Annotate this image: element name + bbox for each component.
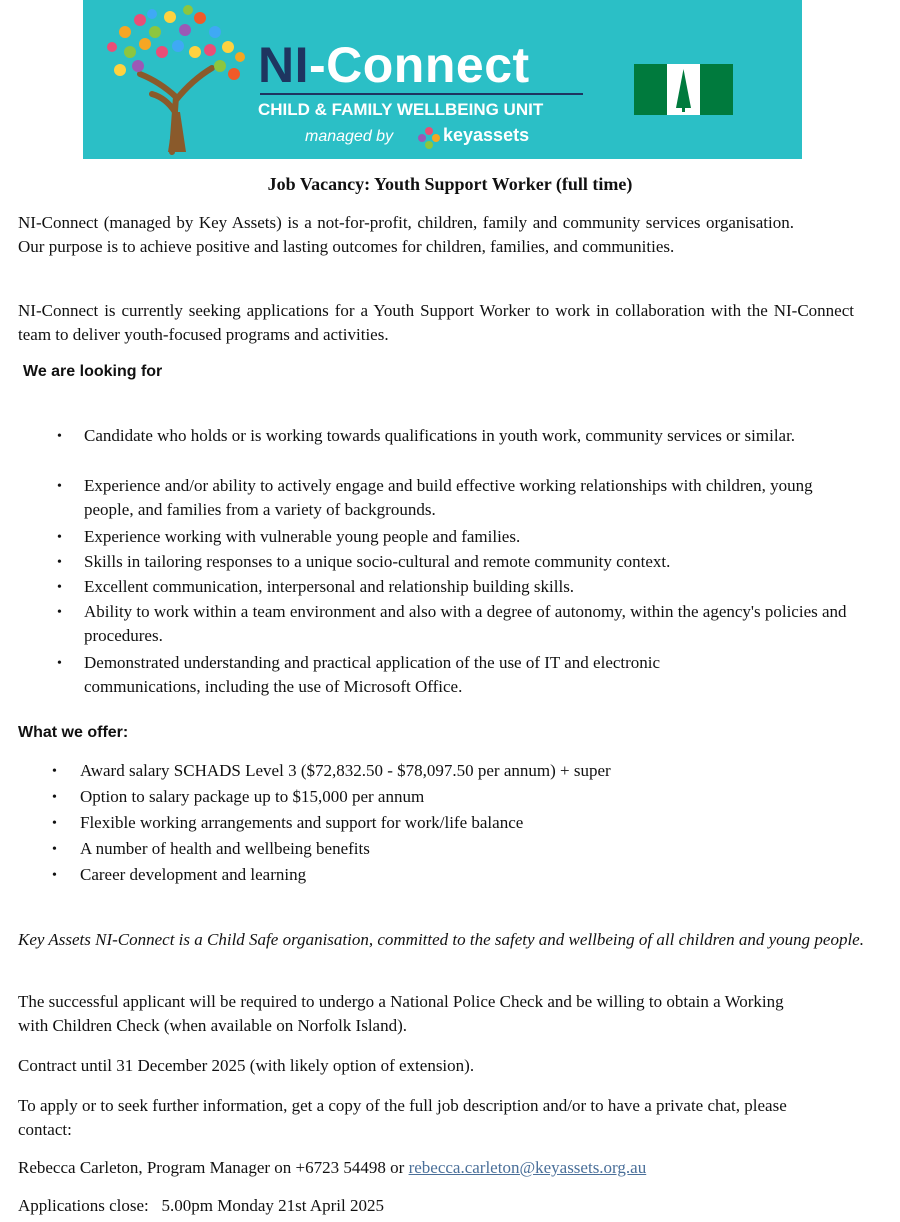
list-item-text: Skills in tailoring responses to a unique socio-cultural and remote community context. <box>84 552 671 571</box>
list-item-text: Award salary SCHADS Level 3 ($72,832.50 - $78,097.50 per annum) + super <box>80 761 611 780</box>
closes-value: 5.00pm Monday 21st April 2025 <box>161 1196 384 1215</box>
managed-by-label: managed by <box>305 128 394 145</box>
list-item-text: Candidate who holds or is working towards qualifications in youth work, community services or similar. <box>84 426 796 445</box>
closing-date-line <box>18 1194 868 1218</box>
list-item <box>52 758 860 784</box>
contact-email-link[interactable]: rebecca.carleton@keyassets.org.au <box>408 1158 647 1177</box>
page-title: Job Vacancy: Youth Support Worker (full time) <box>267 174 633 194</box>
list-item-text: Experience working with vulnerable young people and families. <box>84 527 521 546</box>
bullet-icon: • <box>52 868 57 883</box>
norfolk-island-flag-icon <box>634 64 733 115</box>
list-item <box>57 600 864 651</box>
keyassets-logo-icon <box>417 126 441 150</box>
list-item-text: Ability to work within a team environment and also with a degree of autonomy, within the agency's policies and procedures. <box>84 602 847 645</box>
list-item <box>57 651 744 701</box>
bullet-icon: • <box>57 555 62 570</box>
bullet-icon: • <box>52 816 57 831</box>
bullet-icon: • <box>57 479 62 494</box>
bullet-icon: • <box>52 764 57 779</box>
list-item <box>57 575 864 600</box>
bullet-icon: • <box>57 656 62 671</box>
bullet-icon: • <box>57 530 62 545</box>
offer-heading: What we offer: <box>18 724 129 741</box>
logo-title: NI-Connect <box>258 37 530 93</box>
list-item <box>52 862 860 888</box>
child-safe-statement: Key Assets NI-Connect is a Child Safe organisation, committed to the safety and wellbeing of all children and young people. <box>18 930 864 949</box>
logo-divider <box>260 93 583 95</box>
contact-text: Rebecca Carleton, Program Manager on +6723 54498 or <box>18 1158 409 1177</box>
list-item <box>52 836 860 862</box>
bullet-icon: • <box>57 605 62 620</box>
seeking-paragraph: NI-Connect is currently seeking applications for a Youth Support Worker to work in collaboration with the NI-Connect team to deliver youth-focused programs and activities. <box>18 301 854 344</box>
list-item-text: Demonstrated understanding and practical application of the use of IT and electronic communications, including the use of Microsoft Office. <box>84 653 661 696</box>
list-item-text: Excellent communication, interpersonal and relationship building skills. <box>84 577 575 596</box>
header-banner <box>83 0 802 159</box>
contact-line <box>18 1156 868 1180</box>
apply-paragraph: To apply or to seek further information, get a copy of the full job description and/or to have a private chat, please contact: <box>18 1096 787 1139</box>
offer-list <box>52 758 860 888</box>
intro-paragraph: NI-Connect (managed by Key Assets) is a not-for-profit, children, family and community services organisation. Our purpose is to achieve positive and lasting outcomes for children, families, and communities. <box>18 213 794 256</box>
bullet-icon: • <box>57 429 62 444</box>
list-item-text: A number of health and wellbeing benefits <box>80 839 370 858</box>
list-item-text: Career development and learning <box>80 865 307 884</box>
list-item-text: Experience and/or ability to actively engage and build effective working relationships with children, young people, and families from a variety of backgrounds. <box>84 476 813 519</box>
list-item <box>57 525 864 550</box>
keyassets-brand: keyassets <box>443 125 530 145</box>
looking-for-heading: We are looking for <box>23 363 163 380</box>
bullet-icon: • <box>57 580 62 595</box>
list-item <box>52 784 860 810</box>
logo-subtitle: CHILD & FAMILY WELLBEING UNIT <box>258 100 544 119</box>
closes-label: Applications close: <box>18 1196 149 1215</box>
list-item <box>52 810 860 836</box>
list-item-text: Flexible working arrangements and support for work/life balance <box>80 813 524 832</box>
contract-paragraph: Contract until 31 December 2025 (with likely option of extension). <box>18 1056 475 1075</box>
list-item <box>57 424 864 474</box>
bullet-icon: • <box>52 790 57 805</box>
list-item-text: Option to salary package up to $15,000 per annum <box>80 787 425 806</box>
checks-paragraph: The successful applicant will be required to undergo a National Police Check and be willing to obtain a Working with Children Check (when available on Norfolk Island). <box>18 992 784 1035</box>
tree-logo-icon <box>100 2 250 157</box>
bullet-icon: • <box>52 842 57 857</box>
list-item <box>57 550 864 575</box>
list-item <box>57 474 864 525</box>
looking-for-list <box>57 424 864 701</box>
